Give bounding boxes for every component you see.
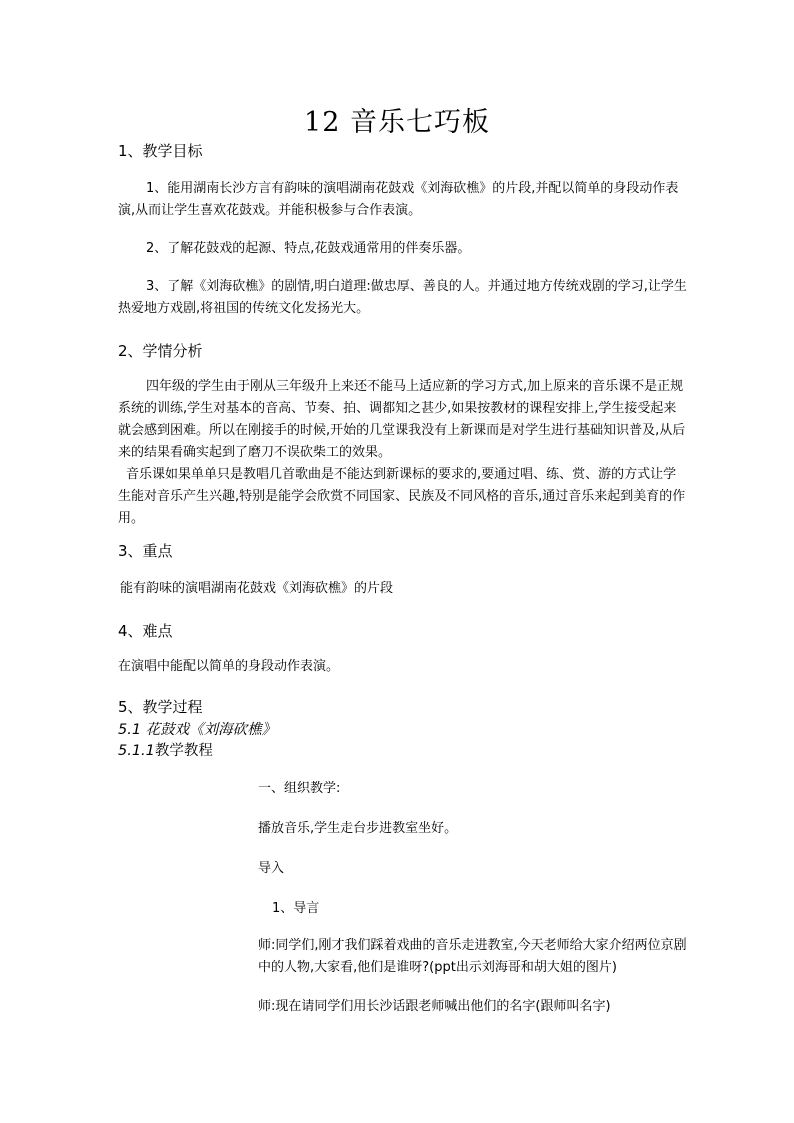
subsection-title: 教学教程 — [154, 743, 213, 759]
section-heading-objectives: 1、教学目标 — [118, 142, 203, 160]
page-title: 12 音乐七巧板 — [304, 107, 490, 138]
subsection-number: 5.1.1 — [118, 743, 155, 759]
section-heading-analysis: 2、学情分析 — [118, 342, 203, 360]
objective-2: 2、了解花鼓戏的起源、特点,花鼓戏通常用的伴奏乐器。 — [146, 241, 471, 256]
subsection-5-1-1 — [118, 739, 213, 760]
key-points-text: 能有韵味的演唱湖南花鼓戏《刘海砍樵》的片段 — [120, 581, 394, 596]
teacher-line-1: 师:同学们,刚才我们踩着戏曲的音乐走进教室,今天老师给大家介绍两位京剧中的人物,大家看,他们是谁呀?(ppt出示刘海哥和胡大姐的图片) — [258, 938, 687, 975]
analysis-paragraph-2: 音乐课如果单单只是教唱几首歌曲是不能达到新课标的要求的,要通过唱、练、赏、游的方式让学生能对音乐产生兴趣,特别是能学会欣赏不同国家、民族及不同风格的音乐,通过音乐来起到美育的作用。 — [118, 467, 686, 526]
step-intro-sub: 1、导言 — [272, 901, 320, 916]
analysis-paragraph-1: 四年级的学生由于刚从三年级升上来还不能马上适应新的学习方式,加上原来的音乐课不是正规系统的训练,学生对基本的音高、节奏、拍、调都知之甚少,如果按教材的课程安排上,学生接受起来就会感到困难。所以在刚接手的时候,开始的几堂课我没有上新课而是对学生进行基础知识普及,从后来的结果看确实起到了磨刀不误砍柴工的效果。 — [118, 379, 686, 460]
section-heading-difficulties: 4、难点 — [118, 622, 173, 640]
teacher-line-2: 师:现在请同学们用长沙话跟老师喊出他们的名字(跟师叫名字) — [258, 999, 611, 1014]
step-organize: 一、组织教学: — [258, 781, 341, 796]
difficulties-text: 在演唱中能配以简单的身段动作表演。 — [118, 659, 340, 674]
objective-3: 3、了解《刘海砍樵》的剧情,明白道理:做忠厚、善良的人。并通过地方传统戏剧的学习,让学生热爱地方戏剧,将祖国的传统文化发扬光大。 — [118, 279, 687, 316]
subsection-5-1: 5.1 花鼓戏《刘海砍樵》 — [118, 722, 277, 738]
section-heading-process: 5、教学过程 — [118, 698, 203, 716]
step-organize-text: 播放音乐,学生走台步进教室坐好。 — [258, 821, 458, 836]
section-heading-key-points: 3、重点 — [118, 542, 173, 560]
step-intro: 导入 — [258, 861, 285, 876]
objective-1: 1、能用湖南长沙方言有韵味的演唱湖南花鼓戏《刘海砍樵》的片段,并配以简单的身段动作表演,从而让学生喜欢花鼓戏。并能积极参与合作表演。 — [118, 181, 679, 218]
